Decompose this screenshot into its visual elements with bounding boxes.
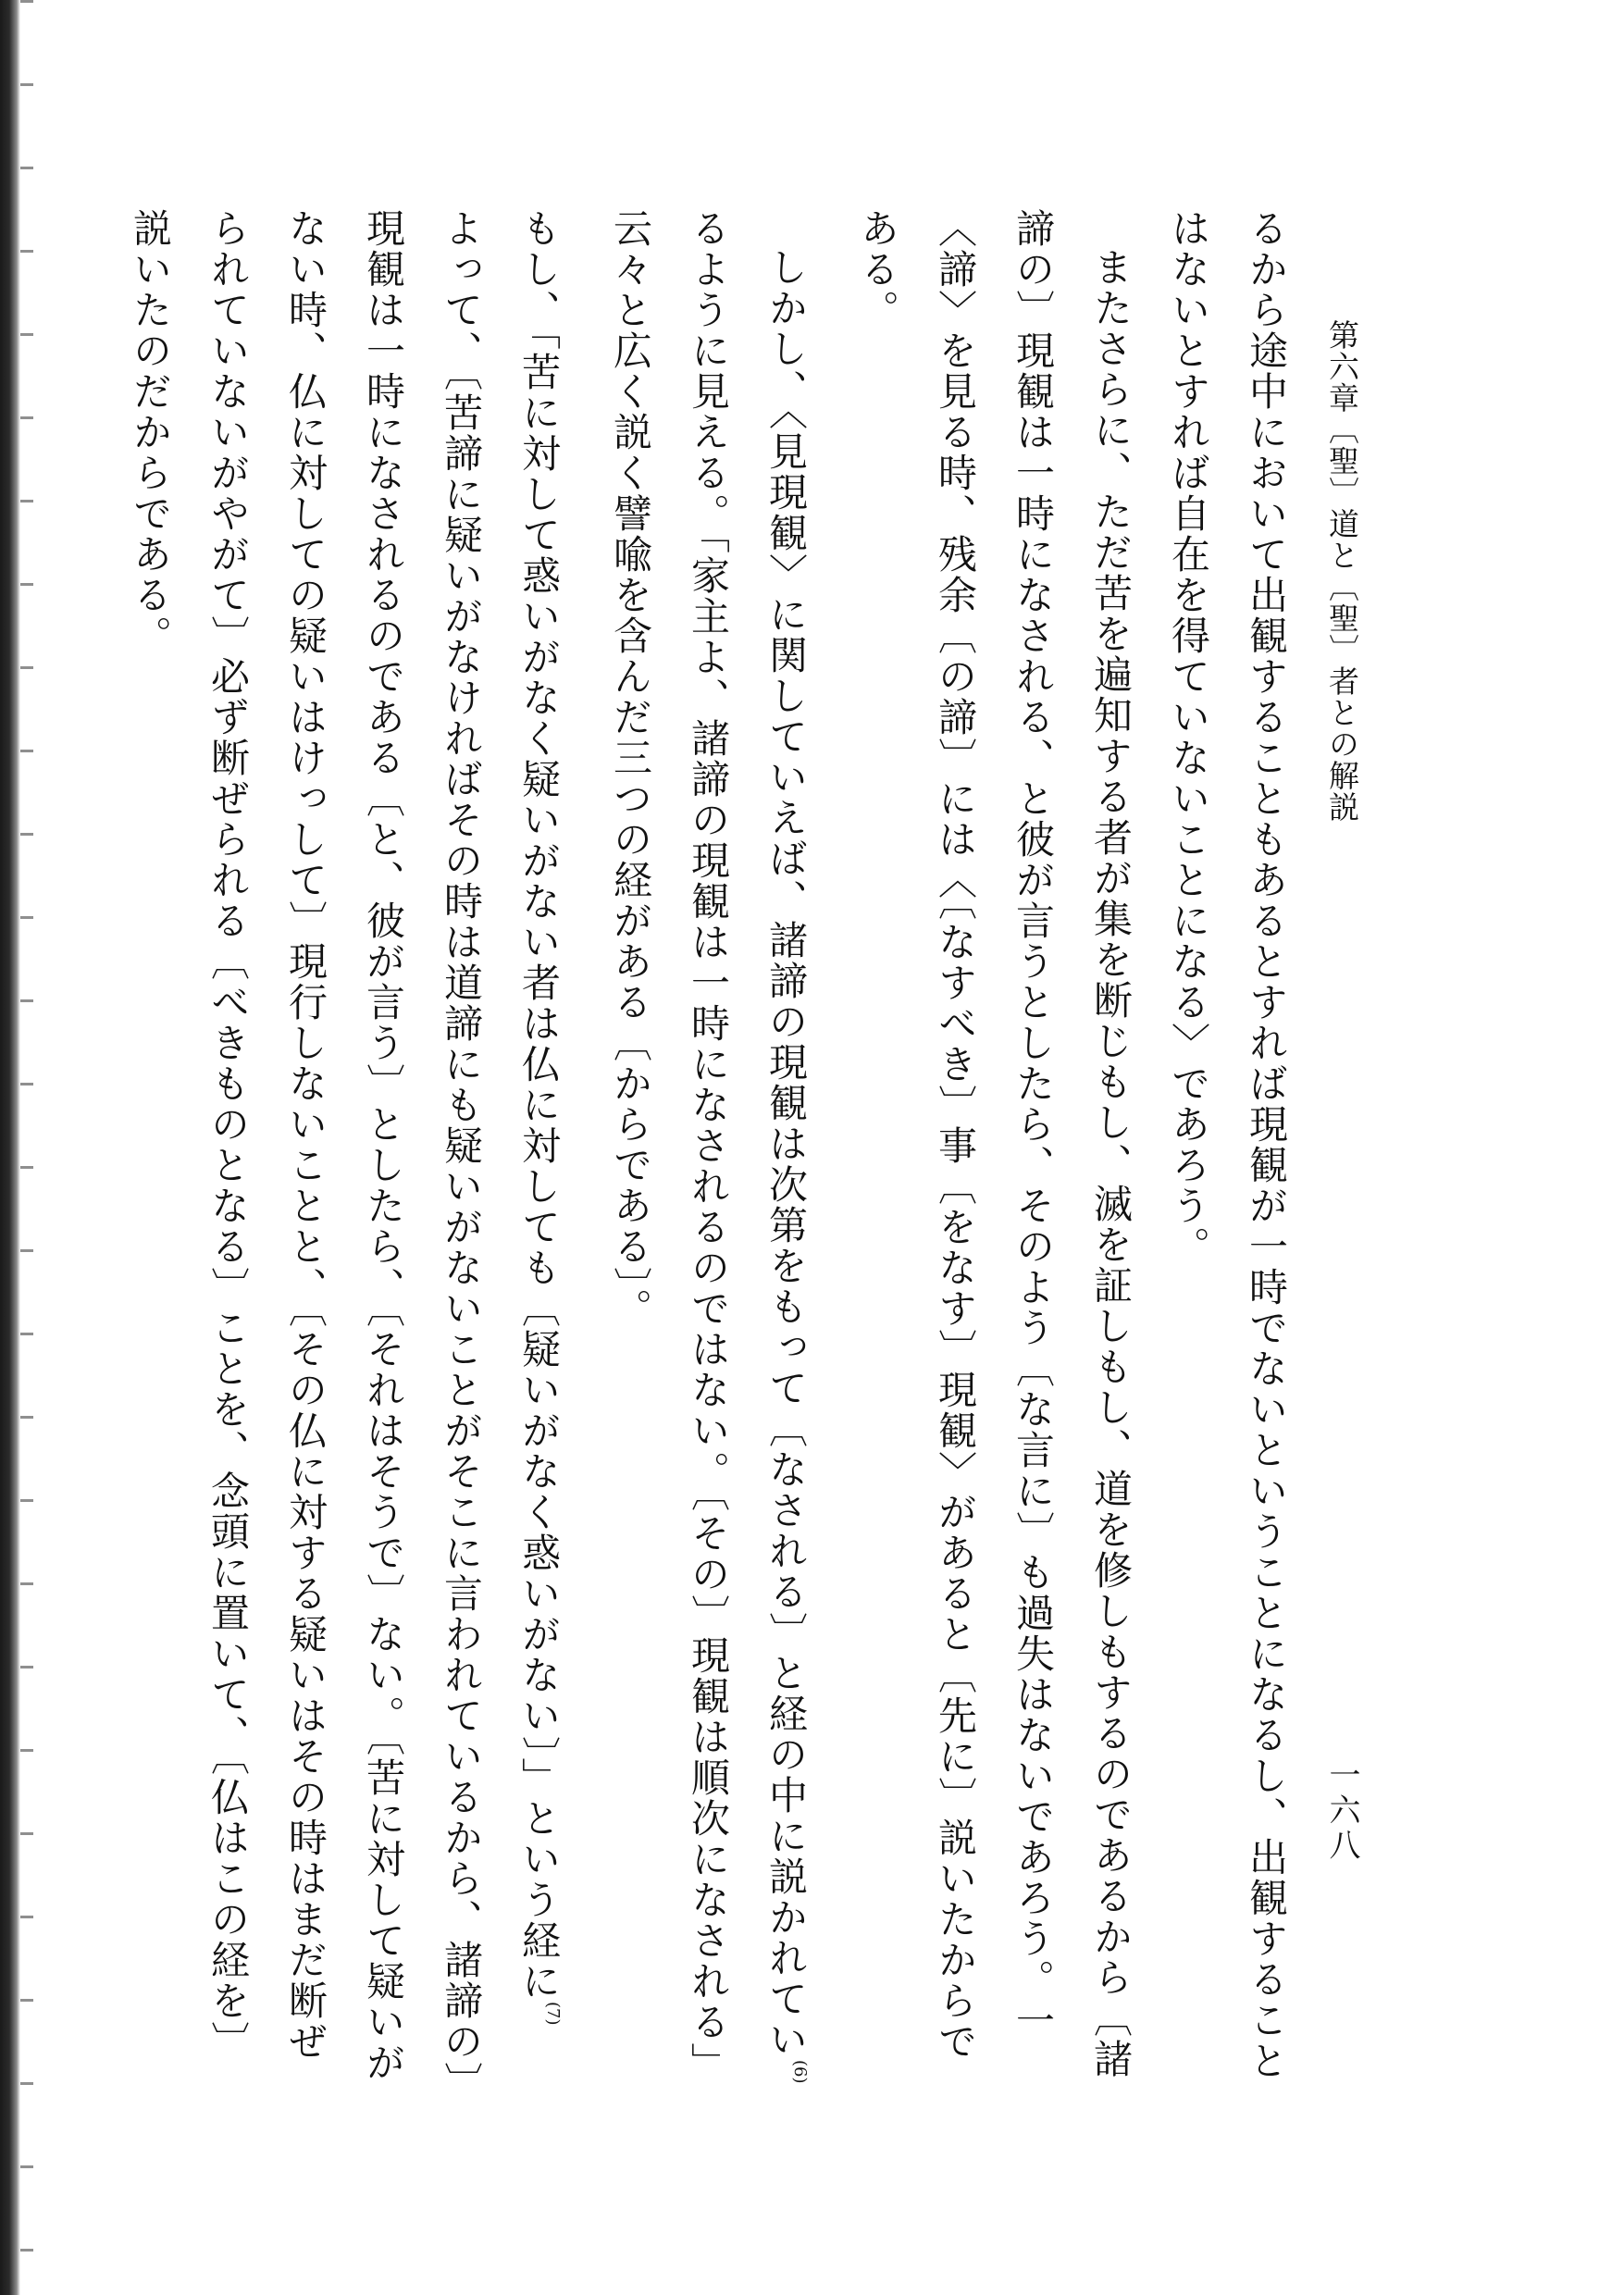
scan-binding-edge xyxy=(0,0,20,2295)
text-line-10 xyxy=(500,208,591,2087)
text-line-3: またさらに、ただ苦を遍知する者が集を断じもし、滅を証しもし、道を修しもするのであるから〔諸 xyxy=(1088,247,1134,2079)
text-line-2: はないとすれば自在を得ていないことになる〉であろう。 xyxy=(1166,208,1211,1267)
footnote-marker-7: (7) xyxy=(543,2002,563,2026)
body-text xyxy=(128,208,1305,2103)
text-line-11: よって、〔苦諦に疑いがなければその時は道諦にも疑いがないことがそこに言われているから、諸諦の〕 xyxy=(439,208,484,2103)
footnote-marker-6: (6) xyxy=(790,2060,810,2084)
text-line-14: られていないがやがて〕必ず断ぜられる〔べきものとなる〕ことを、念頭に置いて、〔仏はこの経を〕 xyxy=(205,208,251,2062)
running-head: 第六章〔聖〕道と〔聖〕者との解説 xyxy=(1324,319,1360,823)
text-line-8: るように見える。「家主よ、諸諦の現観は一時になされるのではない。〔その〕現観は順次になされる」 xyxy=(686,208,731,2083)
text-line-15: 説いたのだからである。 xyxy=(128,208,173,656)
scan-edge-marks xyxy=(20,0,33,2295)
text-line-10-body: もし、「苦に対して惑いがなく疑いがない者は仏に対しても〔疑いがなく惑いがない〕」という経に xyxy=(516,208,562,2002)
text-line-12: 現観は一時になされるのである〔と、彼が言う〕としたら、〔それはそうで〕ない。〔苦に対して疑いが xyxy=(361,208,406,2083)
text-line-7-body: しかし、〈見現観〉に関していえば、諸諦の現観は次第をもって〔なされる〕と経の中に説かれてい xyxy=(763,247,809,2060)
text-line-1: るから途中において出観することもあるとすれば現観が一時でないということになるし、出観すること xyxy=(1244,208,1289,2081)
text-line-13: ない時、仏に対しての疑いはけっして〕現行しないことと、〔その仏に対する疑いはその時はまだ断ぜ xyxy=(283,208,329,2062)
text-line-9: 云々と広く説く譬喩を含んだ三つの経がある〔からである〕。 xyxy=(608,208,653,1329)
text-line-6: ある。 xyxy=(855,208,900,330)
text-line-7 xyxy=(747,208,838,2087)
text-line-4: 諦の〕現観は一時になされる、と彼が言うとしたら、そのよう〔な言に〕も過失はないであろう。一 xyxy=(1010,208,1056,2041)
text-line-5: 〈諦〉を見る時、残余〔の諦〕には〈〔なすべき〕事〔をなす〕現観〉があると〔先に〕説いたからで xyxy=(933,208,978,2062)
page-number: 一六八 xyxy=(1323,1758,1360,1864)
